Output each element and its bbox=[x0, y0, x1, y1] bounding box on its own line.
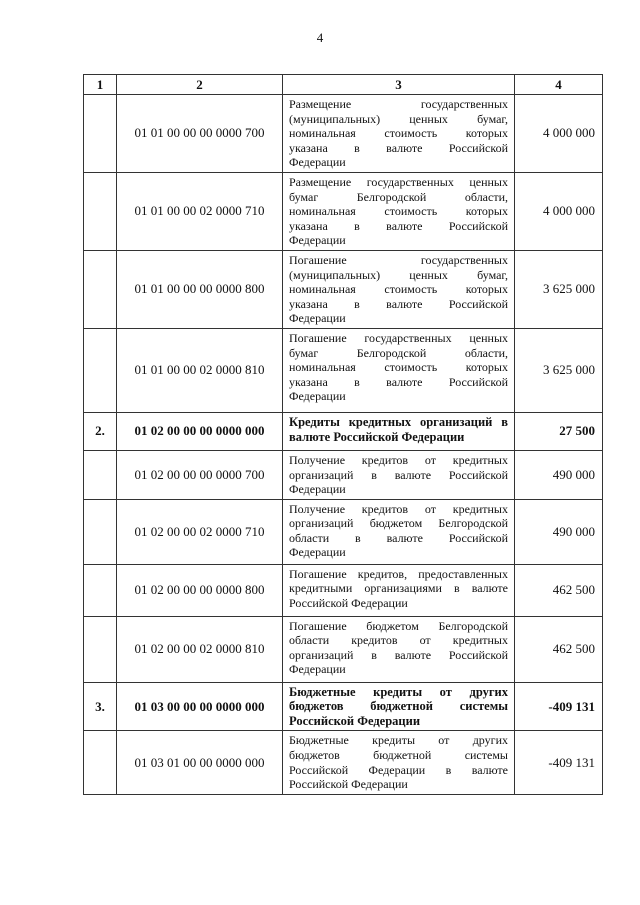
description-line: бюджетов бюджетной системы bbox=[289, 699, 508, 714]
row-description bbox=[283, 682, 515, 731]
table-row bbox=[84, 450, 603, 499]
table-header-row bbox=[84, 75, 603, 95]
table-row bbox=[84, 682, 603, 731]
budget-code: 01 02 00 00 02 0000 810 bbox=[117, 616, 283, 682]
description-line: валюте Российской Федерации bbox=[289, 429, 465, 444]
description-line: номинальная стоимость которых bbox=[289, 360, 508, 375]
description-line: Размещение государственных bbox=[289, 97, 508, 111]
description-line: номинальная стоимость которых bbox=[289, 282, 508, 297]
budget-code: 01 02 00 00 00 0000 700 bbox=[117, 450, 283, 499]
row-amount: 4 000 000 bbox=[515, 95, 603, 173]
row-amount: -409 131 bbox=[515, 731, 603, 795]
row-description bbox=[283, 172, 515, 250]
row-number bbox=[84, 499, 117, 564]
description-line: Бюджетные кредиты от других bbox=[289, 733, 508, 748]
budget-code: 01 01 00 00 00 0000 800 bbox=[117, 250, 283, 328]
description-line: Получение кредитов от кредитных bbox=[289, 501, 508, 516]
description-line: области кредитов от кредитных bbox=[289, 633, 508, 648]
row-description bbox=[283, 250, 515, 328]
description-line: (муниципальных) ценных бумаг, bbox=[289, 111, 508, 126]
table-row bbox=[84, 499, 603, 564]
description-line: номинальная стоимость которых bbox=[289, 126, 508, 141]
description-line: Федерации bbox=[289, 662, 346, 677]
description-line: (муниципальных) ценных бумаг, bbox=[289, 267, 508, 282]
row-amount: 4 000 000 bbox=[515, 172, 603, 250]
table-row bbox=[84, 328, 603, 412]
description-line: Федерации bbox=[289, 155, 346, 170]
description-line: Получение кредитов от кредитных bbox=[289, 452, 508, 467]
description-line: Размещение государственных ценных bbox=[289, 174, 508, 189]
description-line: Российской Федерации в валюте bbox=[289, 762, 508, 777]
budget-code: 01 02 00 00 00 0000 800 bbox=[117, 564, 283, 616]
row-description bbox=[283, 412, 515, 450]
row-amount: -409 131 bbox=[515, 682, 603, 731]
row-number: 2. bbox=[84, 412, 117, 450]
row-amount: 462 500 bbox=[515, 564, 603, 616]
row-description bbox=[283, 328, 515, 412]
budget-code: 01 03 00 00 00 0000 000 bbox=[117, 682, 283, 731]
budget-code: 01 01 00 00 00 0000 700 bbox=[117, 95, 283, 173]
description-line: области в валюте Российской bbox=[289, 530, 508, 545]
description-line: Федерации bbox=[289, 482, 346, 497]
description-line: указана в валюте Российской bbox=[289, 140, 508, 155]
description-line: Российской Федерации bbox=[289, 713, 421, 728]
row-description bbox=[283, 95, 515, 173]
row-number bbox=[84, 328, 117, 412]
description-line: Федерации bbox=[289, 389, 346, 404]
page-number: 4 bbox=[316, 30, 324, 45]
row-description bbox=[283, 731, 515, 795]
row-amount: 462 500 bbox=[515, 616, 603, 682]
description-line: номинальная стоимость которых bbox=[289, 204, 508, 219]
row-amount: 27 500 bbox=[515, 412, 603, 450]
description-line: Погашение государственных bbox=[289, 252, 508, 267]
table-row bbox=[84, 95, 603, 173]
description-line: Кредиты кредитных организаций в bbox=[289, 414, 508, 429]
description-line: Федерации bbox=[289, 311, 346, 326]
budget-code: 01 02 00 00 00 0000 000 bbox=[117, 412, 283, 450]
description-line: организаций в валюте Российской bbox=[289, 647, 508, 662]
table-row bbox=[84, 564, 603, 616]
budget-code: 01 02 00 00 02 0000 710 bbox=[117, 499, 283, 564]
row-number bbox=[84, 616, 117, 682]
description-line: бумаг Белгородской области, bbox=[289, 345, 508, 360]
description-line: Российской Федерации bbox=[289, 595, 408, 610]
description-line: Бюджетные кредиты от других bbox=[289, 684, 508, 699]
description-line: Погашение государственных ценных bbox=[289, 330, 508, 345]
table-row bbox=[84, 731, 603, 795]
row-amount: 3 625 000 bbox=[515, 328, 603, 412]
table-row bbox=[84, 412, 603, 450]
description-line: Погашение кредитов, предоставленных bbox=[289, 566, 508, 581]
row-number bbox=[84, 731, 117, 795]
header-col-3: 3 bbox=[283, 75, 515, 95]
table-row bbox=[84, 172, 603, 250]
budget-code: 01 03 01 00 00 0000 000 bbox=[117, 731, 283, 795]
description-line: Российской Федерации bbox=[289, 777, 408, 792]
budget-code: 01 01 00 00 02 0000 710 bbox=[117, 172, 283, 250]
budget-code: 01 01 00 00 02 0000 810 bbox=[117, 328, 283, 412]
row-number: 3. bbox=[84, 682, 117, 731]
header-col-2: 2 bbox=[117, 75, 283, 95]
description-line: кредитными организациями в валюте bbox=[289, 581, 508, 596]
row-number bbox=[84, 564, 117, 616]
table-row bbox=[84, 250, 603, 328]
description-line: указана в валюте Российской bbox=[289, 374, 508, 389]
header-col-1: 1 bbox=[84, 75, 117, 95]
description-line: указана в валюте Российской bbox=[289, 218, 508, 233]
description-line: Погашение бюджетом Белгородской bbox=[289, 618, 508, 633]
row-amount: 3 625 000 bbox=[515, 250, 603, 328]
row-number bbox=[84, 95, 117, 173]
description-line: бюджетов бюджетной системы bbox=[289, 748, 508, 763]
description-line: Федерации bbox=[289, 233, 346, 248]
row-description bbox=[283, 499, 515, 564]
row-amount: 490 000 bbox=[515, 450, 603, 499]
row-amount: 490 000 bbox=[515, 499, 603, 564]
table-row bbox=[84, 616, 603, 682]
description-line: указана в валюте Российской bbox=[289, 296, 508, 311]
row-description bbox=[283, 450, 515, 499]
row-number bbox=[84, 450, 117, 499]
description-line: организаций бюджетом Белгородской bbox=[289, 516, 508, 531]
header-col-4: 4 bbox=[515, 75, 603, 95]
description-line: Федерации bbox=[289, 545, 346, 560]
budget-table bbox=[83, 74, 603, 795]
row-number bbox=[84, 172, 117, 250]
description-line: организаций в валюте Российской bbox=[289, 467, 508, 482]
description-line: бумаг Белгородской области, bbox=[289, 189, 508, 204]
row-number bbox=[84, 250, 117, 328]
row-description bbox=[283, 616, 515, 682]
row-description bbox=[283, 564, 515, 616]
